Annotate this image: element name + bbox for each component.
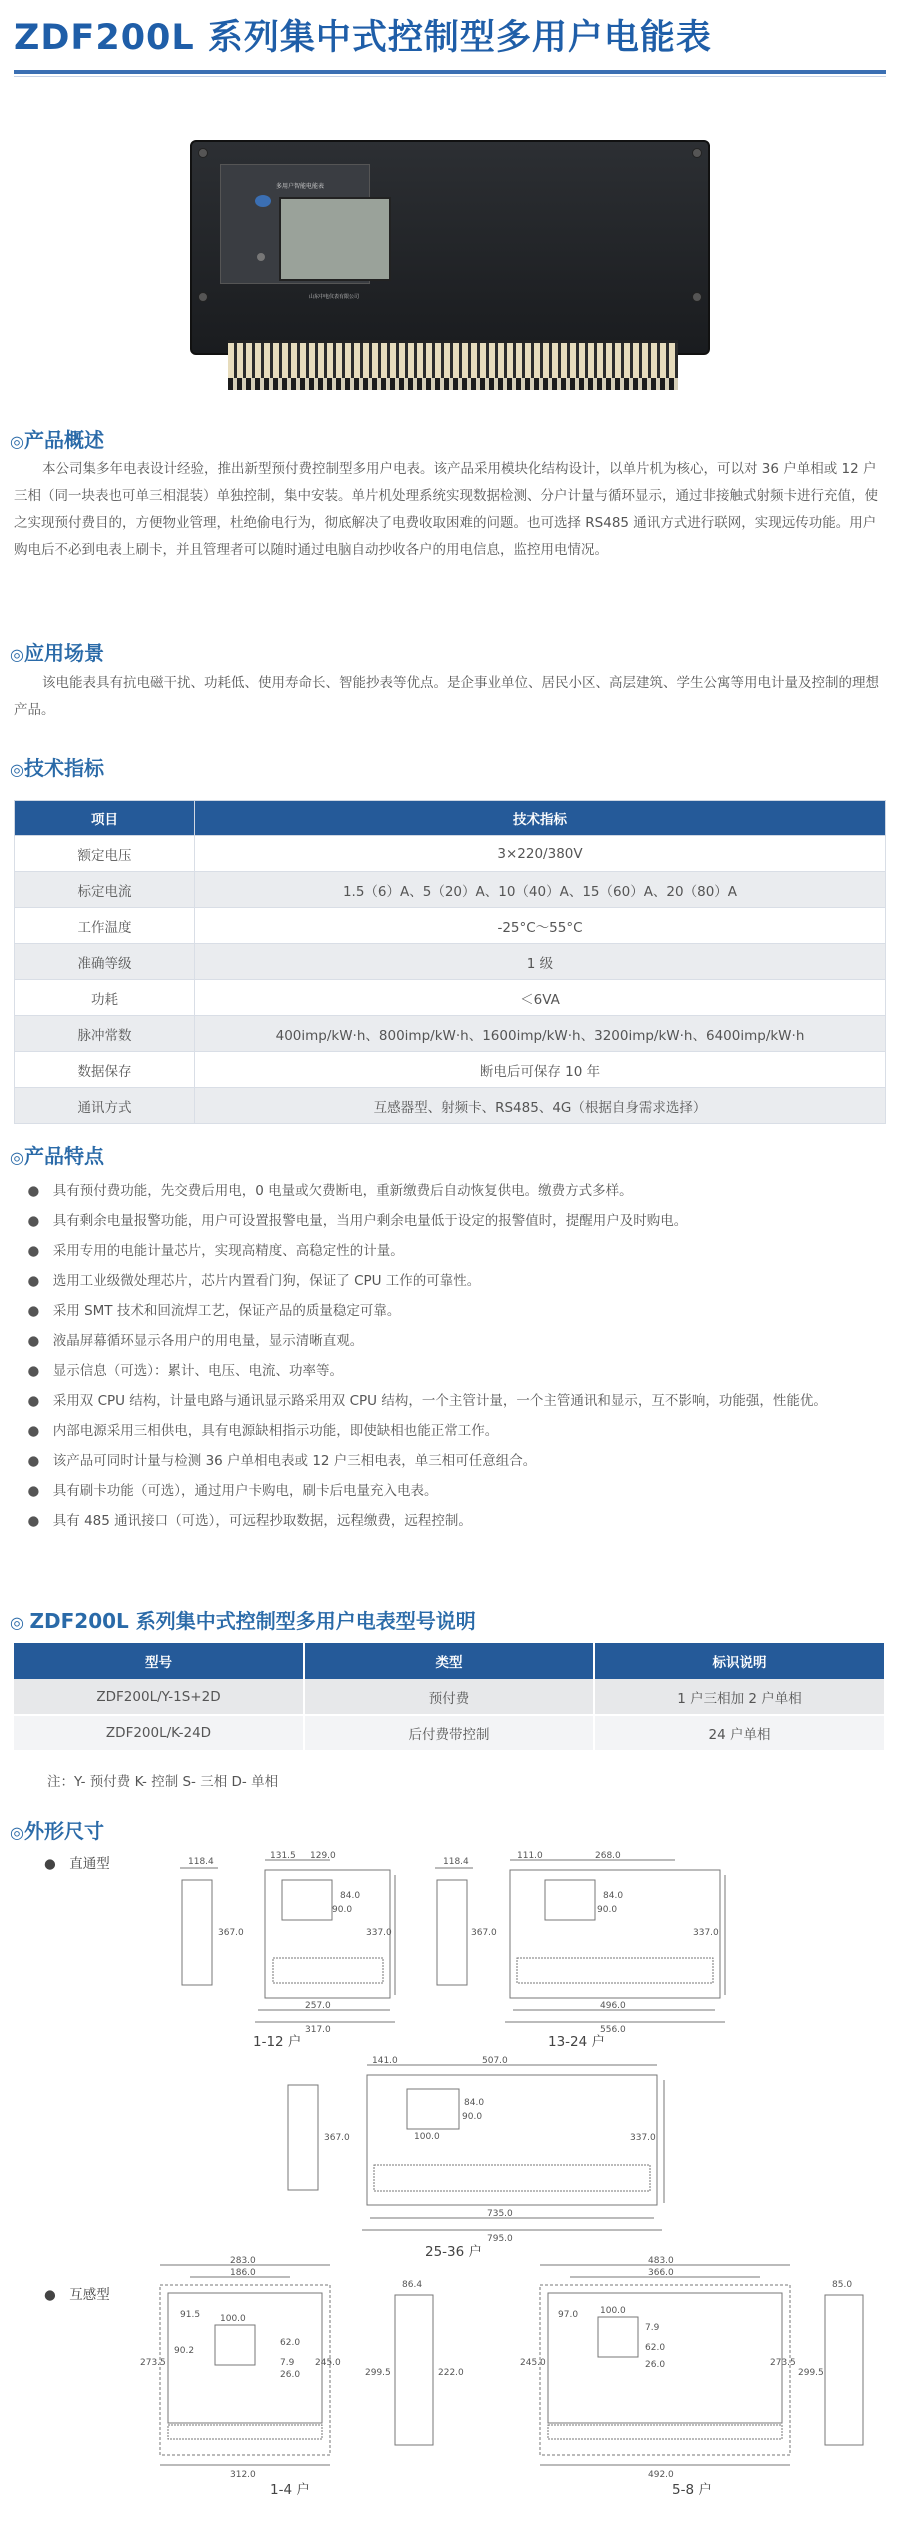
dim-label: 100.0 <box>414 2132 440 2142</box>
application-text: 该电能表具有抗电磁干扰、功耗低、使用寿命长、智能抄表等优点。是企事业单位、居民小区、高层建筑、学生公寓等用电计量及控制的理想产品。 <box>14 675 879 718</box>
bullet-icon: ● <box>14 1513 53 1529</box>
dim-label: 257.0 <box>305 2001 331 2011</box>
section-mark-icon: ◎ <box>10 760 24 779</box>
spec-value: 3×220/380V <box>195 836 886 872</box>
dim-label: 7.9 <box>280 2358 295 2368</box>
meter-panel-label: 多用户智能电能表 <box>276 183 325 190</box>
type-cell: 预付费 <box>304 1679 594 1715</box>
product-photo <box>180 140 720 400</box>
sub-label-ct: ● 互感型 <box>44 2287 110 2303</box>
spec-name: 通讯方式 <box>15 1088 195 1124</box>
list-item: ● 采用 SMT 技术和回流焊工艺，保证产品的质量稳定可靠。 <box>14 1303 401 1319</box>
model-header-desc: 标识说明 <box>594 1643 885 1679</box>
screw-icon <box>198 292 208 302</box>
bullet-icon: ● <box>14 1303 53 1319</box>
bullet-icon: ● <box>44 2287 70 2303</box>
desc-cell: 24 户单相 <box>594 1715 885 1751</box>
drawing-caption: 13-24 户 <box>548 2034 606 2050</box>
title-underline <box>14 70 886 74</box>
page-title: ZDF200L 系列集中式控制型多用户电能表 <box>14 18 712 58</box>
dim-label: 337.0 <box>693 1928 719 1938</box>
dim-label: 85.0 <box>832 2280 853 2290</box>
model-cell: ZDF200L/K-24D <box>14 1715 304 1751</box>
spec-name: 额定电压 <box>15 836 195 872</box>
spec-name: 准确等级 <box>15 944 195 980</box>
list-item: ● 具有刷卡功能（可选），通过用户卡购电，刷卡后电量充入电表。 <box>14 1483 438 1499</box>
dim-label: 90.0 <box>462 2112 483 2122</box>
desc-cell: 1 户三相加 2 户单相 <box>594 1679 885 1715</box>
dim-label: 111.0 <box>517 1851 543 1861</box>
section-mark-icon: ◎ <box>10 1823 24 1842</box>
spec-value: 互感器型、射频卡、RS485、4G（根据自身需求选择） <box>195 1088 886 1124</box>
title-underline-thin <box>14 76 886 77</box>
dim-label: 100.0 <box>220 2314 246 2324</box>
dim-label: 62.0 <box>645 2343 666 2353</box>
meter-body <box>190 140 710 355</box>
dim-label: 91.5 <box>180 2310 201 2320</box>
drawing-caption: 1-12 户 <box>253 2034 302 2050</box>
table-row <box>15 980 886 1016</box>
spec-value: 1.5（6）A、5（20）A、10（40）A、15（60）A、20（80）A <box>195 872 886 908</box>
dim-label: 483.0 <box>648 2256 674 2266</box>
bullet-icon: ● <box>14 1453 53 1469</box>
model-header-model: 型号 <box>14 1643 304 1679</box>
dim-label: 141.0 <box>372 2056 398 2066</box>
dim-label: 268.0 <box>595 1851 621 1861</box>
model-note: 注：Y- 预付费 K- 控制 S- 三相 D- 单相 <box>47 1774 279 1790</box>
table-row <box>15 908 886 944</box>
section-title-overview: ◎产品概述 <box>10 428 104 452</box>
spec-value: 1 级 <box>195 944 886 980</box>
dim-label: 795.0 <box>487 2234 513 2244</box>
dim-label: 367.0 <box>471 1928 497 1938</box>
list-item: ● 具有 485 通讯接口（可选），可远程抄取数据，远程缴费，远程控制。 <box>14 1513 472 1529</box>
brand-logo-icon <box>255 195 271 207</box>
dim-label: 556.0 <box>600 2025 626 2035</box>
table-row <box>14 1679 885 1715</box>
spec-value: 400imp/kW·h、800imp/kW·h、1600imp/kW·h、3200imp/kW·h、6400imp/kW·h <box>195 1016 886 1052</box>
section-mark-icon: ◎ <box>10 432 24 451</box>
dim-label: 97.0 <box>558 2310 579 2320</box>
dim-label: 62.0 <box>280 2338 301 2348</box>
indicator-led-icon <box>257 253 265 261</box>
spec-name: 工作温度 <box>15 908 195 944</box>
type-cell: 后付费带控制 <box>304 1715 594 1751</box>
screw-icon <box>692 292 702 302</box>
dim-label: 118.4 <box>443 1857 469 1867</box>
table-row <box>15 1016 886 1052</box>
dim-label: 312.0 <box>230 2470 256 2480</box>
meter-front-panel <box>220 164 370 300</box>
dim-label: 118.4 <box>188 1857 214 1867</box>
spec-table <box>14 800 886 1124</box>
bullet-icon: ● <box>14 1333 53 1349</box>
dim-label: 84.0 <box>340 1891 361 1901</box>
dim-label: 367.0 <box>324 2133 350 2143</box>
spec-name: 功耗 <box>15 980 195 1016</box>
table-row <box>15 836 886 872</box>
list-item: ● 内部电源采用三相供电，具有电源缺相指示功能，即使缺相也能正常工作。 <box>14 1423 499 1439</box>
bullet-icon: ● <box>14 1213 53 1229</box>
dimension-drawing-13-24 <box>425 1850 745 2035</box>
table-row <box>15 1052 886 1088</box>
table-row <box>15 872 886 908</box>
bullet-icon: ● <box>14 1483 53 1499</box>
section-title-application: ◎应用场景 <box>10 641 104 665</box>
dim-label: 90.2 <box>174 2346 195 2356</box>
bullet-icon: ● <box>14 1363 53 1379</box>
section-title-specs: ◎技术指标 <box>10 756 104 780</box>
dim-label: 84.0 <box>603 1891 624 1901</box>
dim-label: 317.0 <box>305 2025 331 2035</box>
model-table-header <box>14 1643 885 1679</box>
title-bar <box>0 0 900 88</box>
drawing-caption: 1-4 户 <box>270 2482 310 2498</box>
spec-header-item: 项目 <box>15 801 195 836</box>
list-item: ● 该产品可同时计量与检测 36 户单相电表或 12 户三相电表，单三相可任意组合。 <box>14 1453 537 1469</box>
dim-label: 7.9 <box>645 2323 660 2333</box>
meter-brand-label: 山东中电仪表有限公司 <box>309 294 360 300</box>
bullet-icon: ● <box>44 1856 70 1872</box>
section-title-dimensions: ◎外形尺寸 <box>10 1819 104 1843</box>
screw-icon <box>692 148 702 158</box>
list-item: ● 采用专用的电能计量芯片，实现高精度、高稳定性的计量。 <box>14 1243 404 1259</box>
spec-name: 脉冲常数 <box>15 1016 195 1052</box>
dim-label: 186.0 <box>230 2268 256 2278</box>
feature-list <box>14 1180 886 1540</box>
list-item: ● 采用双 CPU 结构，计量电路与通讯显示路采用双 CPU 结构，一个主管计量，一个主管通讯和显示，互不影响，功能强，性能优。 <box>14 1393 827 1409</box>
dim-label: 26.0 <box>280 2370 301 2380</box>
dim-label: 86.4 <box>402 2280 423 2290</box>
section-mark-icon: ◎ <box>10 1148 24 1167</box>
spec-value: -25°C～55°C <box>195 908 886 944</box>
sub-label-direct: ● 直通型 <box>44 1856 110 1872</box>
dim-label: 735.0 <box>487 2209 513 2219</box>
dim-label: 337.0 <box>630 2133 656 2143</box>
model-cell: ZDF200L/Y-1S+2D <box>14 1679 304 1715</box>
list-item: ● 选用工业级微处理芯片，芯片内置看门狗，保证了 CPU 工作的可靠性。 <box>14 1273 481 1289</box>
spec-name: 数据保存 <box>15 1052 195 1088</box>
model-header-type: 类型 <box>304 1643 594 1679</box>
section-title-features: ◎产品特点 <box>10 1144 104 1168</box>
dimension-drawing-25-36 <box>282 2055 682 2245</box>
bullet-icon: ● <box>14 1393 53 1409</box>
dim-label: 273.5 <box>770 2358 796 2368</box>
bullet-icon: ● <box>14 1243 53 1259</box>
spec-value: ＜6VA <box>195 980 886 1016</box>
table-row <box>15 944 886 980</box>
table-row <box>15 1088 886 1124</box>
dim-label: 492.0 <box>648 2470 674 2480</box>
terminal-strip-lower <box>228 378 678 390</box>
dim-label: 337.0 <box>366 1928 392 1938</box>
section-title-models: ◎ ZDF200L 系列集中式控制型多用户电表型号说明 <box>10 1609 476 1633</box>
drawing-caption: 5-8 户 <box>672 2482 712 2498</box>
section-mark-icon: ◎ <box>10 645 24 664</box>
bullet-icon: ● <box>14 1423 53 1439</box>
spec-value: 断电后可保存 10 年 <box>195 1052 886 1088</box>
dimension-drawing-5-8 <box>520 2255 890 2485</box>
dim-label: 90.0 <box>332 1905 353 1915</box>
dim-label: 496.0 <box>600 2001 626 2011</box>
dim-label: 283.0 <box>230 2256 256 2266</box>
dim-label: 222.0 <box>438 2368 464 2378</box>
bullet-icon: ● <box>14 1183 53 1199</box>
dim-label: 366.0 <box>648 2268 674 2278</box>
dim-label: 245.0 <box>315 2358 341 2368</box>
list-item: ● 液晶屏幕循环显示各用户的用电量，显示清晰直观。 <box>14 1333 364 1349</box>
dim-label: 367.0 <box>218 1928 244 1938</box>
dim-label: 90.0 <box>597 1905 618 1915</box>
dim-label: 507.0 <box>482 2056 508 2066</box>
bullet-icon: ● <box>14 1273 53 1289</box>
dim-label: 84.0 <box>464 2098 485 2108</box>
dim-label: 129.0 <box>310 1851 336 1861</box>
lcd-screen <box>279 197 391 281</box>
list-item: ● 显示信息（可选）：累计、电压、电流、功率等。 <box>14 1363 344 1379</box>
list-item: ● 具有预付费功能，先交费后用电，0 电量或欠费断电，重新缴费后自动恢复供电。缴费方式多样。 <box>14 1183 633 1199</box>
terminal-strip <box>228 340 678 378</box>
drawing-caption: 25-36 户 <box>425 2244 483 2260</box>
dim-label: 299.5 <box>365 2368 391 2378</box>
dim-label: 273.5 <box>140 2358 166 2368</box>
screw-icon <box>198 148 208 158</box>
dimension-drawing-1-4 <box>140 2255 480 2485</box>
dim-label: 245.0 <box>520 2358 546 2368</box>
dim-label: 100.0 <box>600 2306 626 2316</box>
section-mark-icon: ◎ <box>10 1613 30 1632</box>
model-table <box>14 1643 886 1752</box>
overview-text: 本公司集多年电表设计经验，推出新型预付费控制型多用户电表。该产品采用模块化结构设计，以单片机为核心，可以对 36 户单相或 12 户三相（同一块表也可单三相混装）单独控制，集中安装。单片机处理系统实现数据检测、分户计量与循环显示，通过非接触式射频卡进行充值，使之实现预付费目的，方便物业管理，杜绝偷电行为，彻底解决了电费收取困难的问题。也可选择 RS485 通讯方式进行联网，实现远传功能。用户购电后不必到电表上刷卡，并且管理者可以随时通过电脑自动抄收各户的用电信息，监控用电情况。 <box>14 461 878 558</box>
spec-table-header <box>15 801 886 836</box>
table-row <box>14 1715 885 1751</box>
spec-name: 标定电流 <box>15 872 195 908</box>
dim-label: 131.5 <box>270 1851 296 1861</box>
list-item: ● 具有剩余电量报警功能，用户可设置报警电量，当用户剩余电量低于设定的报警值时，提醒用户及时购电。 <box>14 1213 688 1229</box>
dim-label: 299.5 <box>798 2368 824 2378</box>
dim-label: 26.0 <box>645 2360 666 2370</box>
spec-header-value: 技术指标 <box>195 801 886 836</box>
dimension-drawing-1-12 <box>170 1850 400 2035</box>
